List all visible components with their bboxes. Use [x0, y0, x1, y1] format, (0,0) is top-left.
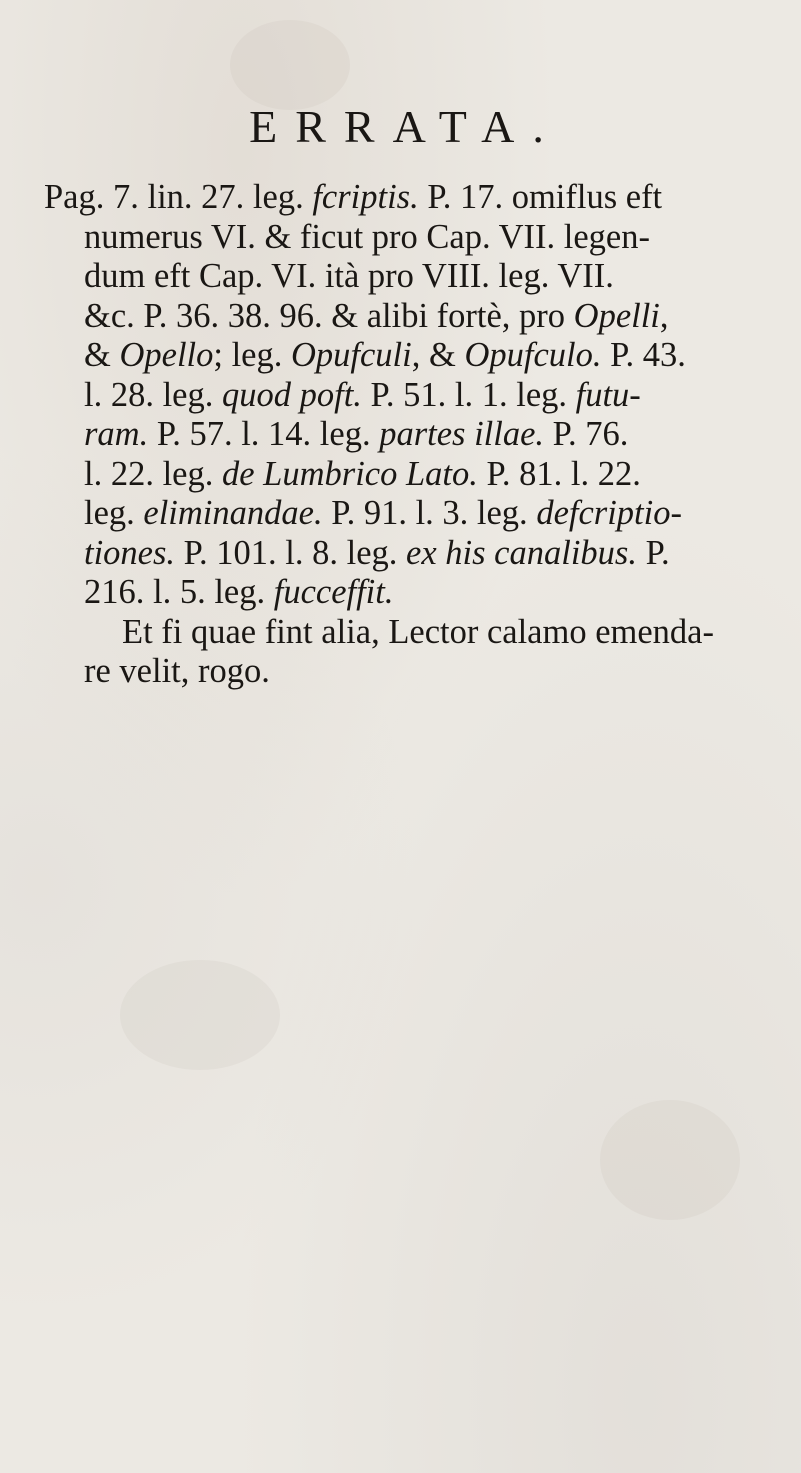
- roman-segment: dum eft Cap. VI. ità pro VIII. leg. VII.: [84, 257, 614, 295]
- roman-segment: , &: [411, 336, 465, 374]
- roman-segment: &c. P. 36. 38. 96. & alibi fortè, pro: [84, 296, 574, 335]
- roman-segment: leg.: [84, 494, 144, 532]
- errata-line: [44, 534, 764, 574]
- roman-segment: numerus VI. & ficut pro Cap. VII. legen-: [84, 217, 650, 256]
- errata-line: [44, 297, 764, 337]
- italic-segment: ram.: [84, 415, 149, 453]
- closing-line: re velit, rogo.: [84, 652, 270, 690]
- errata-list: [44, 178, 764, 692]
- roman-segment: P. 17. omiflus eft: [418, 178, 663, 216]
- italic-segment: defcriptio-: [536, 494, 682, 532]
- errata-line: [44, 455, 764, 495]
- roman-segment: Pag. 7. lin. 27. leg.: [44, 178, 313, 216]
- italic-segment: Opelli: [573, 296, 660, 335]
- italic-segment: Opufculo.: [464, 336, 602, 374]
- errata-line: [44, 336, 764, 376]
- errata-line: [44, 376, 764, 416]
- paper-stain: [230, 20, 350, 110]
- paper-stain: [120, 960, 280, 1070]
- errata-line: [44, 218, 764, 258]
- italic-segment: de Lumbrico Lato.: [221, 454, 478, 493]
- roman-segment: l. 28. leg.: [84, 375, 222, 414]
- paper-stain: [600, 1100, 740, 1220]
- roman-segment: P. 81. l. 22.: [477, 454, 641, 493]
- roman-segment: P. 101. l. 8. leg.: [175, 533, 407, 572]
- roman-segment: &: [84, 336, 120, 374]
- roman-segment: P. 57. l. 14. leg.: [148, 415, 380, 453]
- errata-line: [44, 257, 764, 297]
- roman-segment: P. 91. l. 3. leg.: [322, 494, 537, 532]
- italic-segment: Opello: [119, 336, 214, 374]
- roman-segment: P. 76.: [544, 415, 629, 453]
- closing-line: Et fi quae fint alia, Lector calamo emenda-: [122, 612, 714, 651]
- roman-segment: ,: [659, 296, 669, 335]
- roman-segment: P.: [636, 533, 670, 572]
- italic-segment: futu-: [575, 375, 641, 414]
- italic-segment: ex his canalibus.: [406, 533, 637, 572]
- errata-line: [44, 573, 764, 613]
- roman-segment: l. 22. leg.: [84, 454, 222, 493]
- italic-segment: tiones.: [84, 533, 176, 572]
- italic-segment: fucceffit.: [273, 573, 394, 611]
- italic-segment: eliminandae.: [143, 494, 323, 532]
- roman-segment: 216. l. 5. leg.: [84, 573, 274, 611]
- errata-line: [44, 494, 764, 534]
- italic-segment: fcriptis.: [312, 178, 419, 216]
- italic-segment: quod poft.: [221, 375, 362, 414]
- italic-segment: partes illae.: [379, 415, 545, 453]
- errata-line: [44, 178, 764, 218]
- roman-segment: P. 51. l. 1. leg.: [361, 375, 576, 414]
- roman-segment: ; leg.: [213, 336, 291, 374]
- errata-line: [44, 415, 764, 455]
- errata-heading: ERRATA.: [249, 101, 562, 152]
- italic-segment: Opufculi: [290, 336, 412, 374]
- roman-segment: P. 43.: [601, 336, 686, 374]
